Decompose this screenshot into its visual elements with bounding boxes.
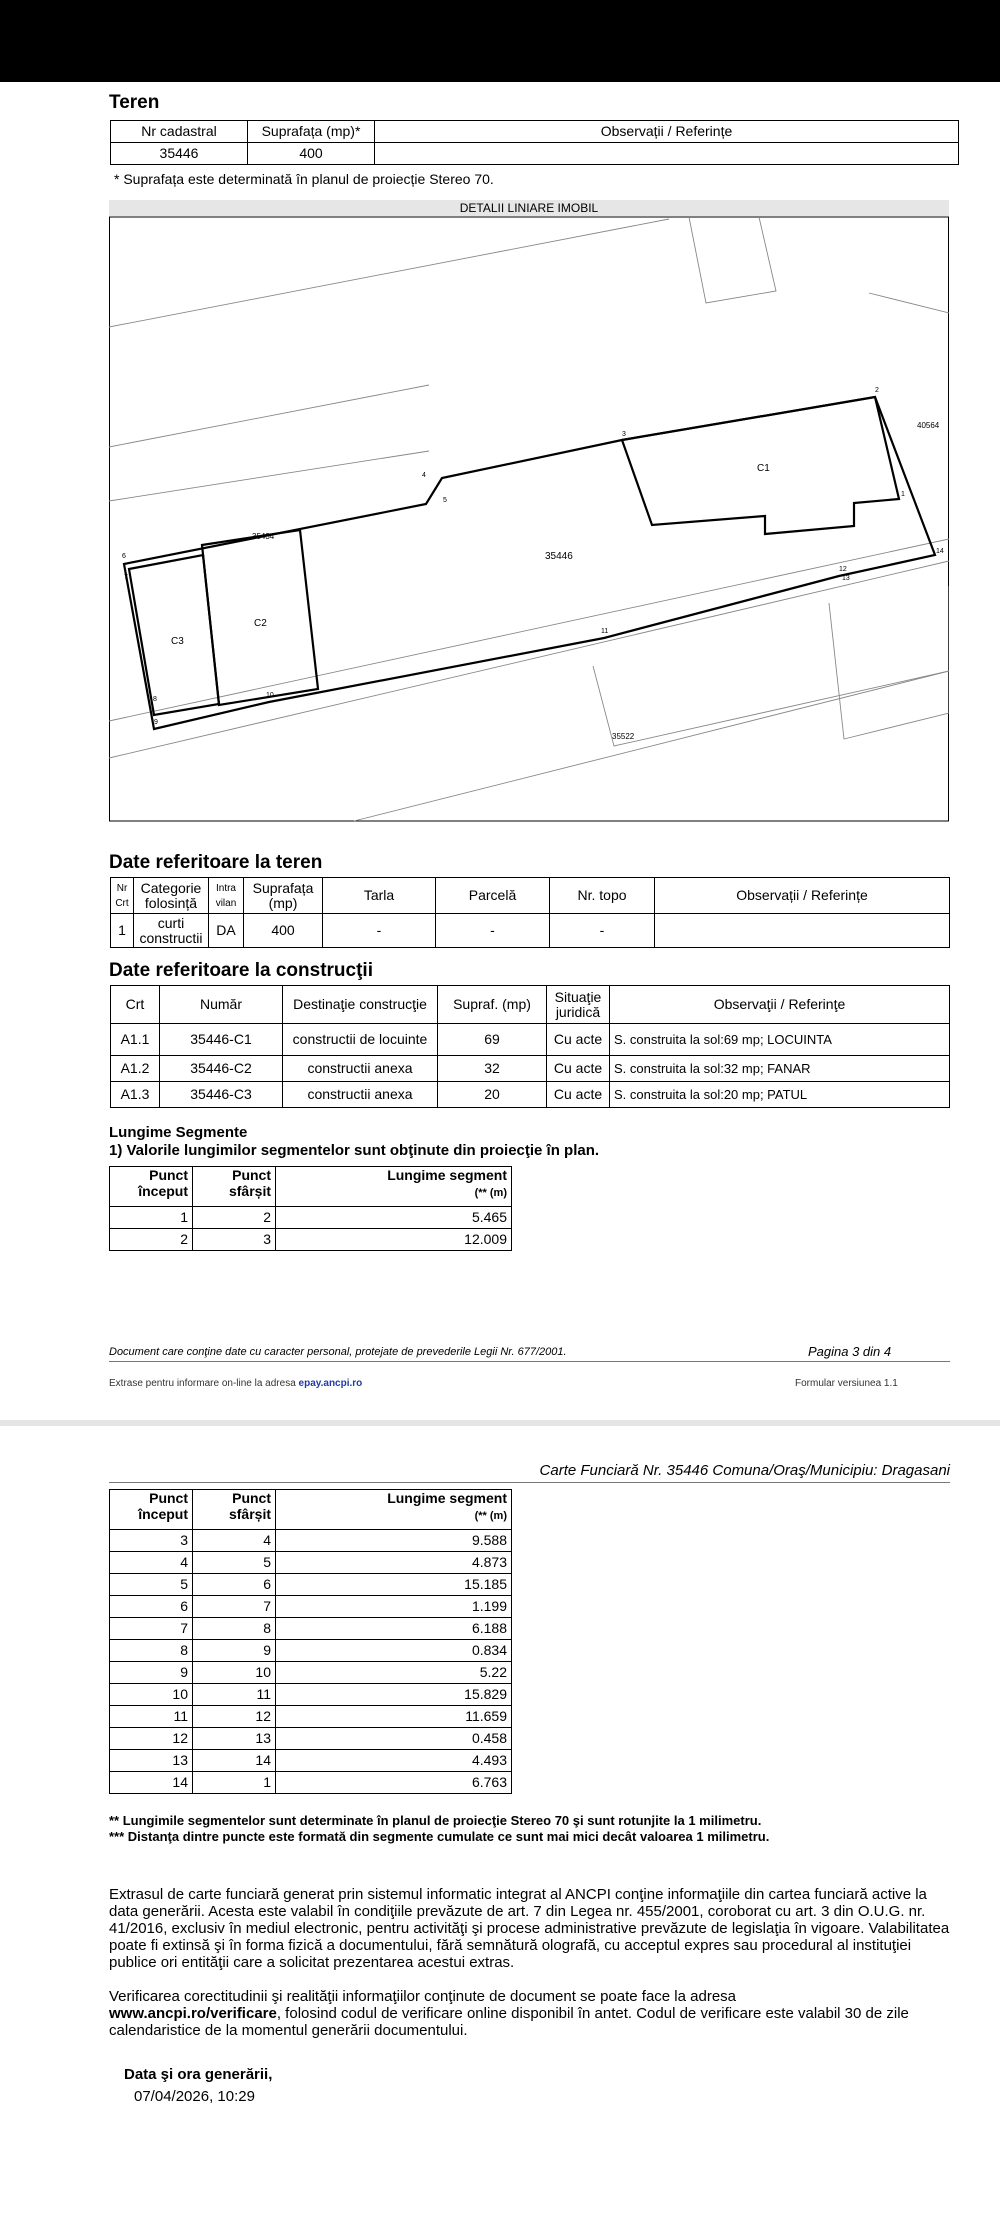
cell-punct-inceput: 6 [110,1596,193,1618]
page-separator [0,1420,1000,1426]
cell-lungime: 15.829 [276,1684,512,1706]
cell-punct-sfarsit: 9 [193,1640,276,1662]
cell-crt: A1.1 [111,1024,160,1056]
cell-punct-inceput: 7 [110,1618,193,1640]
cell-punct-inceput: 3 [110,1530,193,1552]
neighbour-line [109,385,429,447]
label-neighbour-35522: 35522 [612,732,635,741]
cell-nr-crt: 1 [111,914,134,948]
segmente-table-page3 [109,1166,512,1251]
table-row [111,1024,950,1056]
label-neighbour-40564: 40564 [917,421,940,430]
cell-punct-sfarsit: 4 [193,1530,276,1552]
cell-numar: 35446-C2 [160,1056,283,1082]
cell-lungime: 6.188 [276,1618,512,1640]
point-label: 3 [622,431,626,438]
top-bar [0,0,1000,82]
cell-numar: 35446-C1 [160,1024,283,1056]
plan-frame [110,217,949,821]
footer-extras: Extrase pentru informare on-line la adresa epay.ancpi.ro [109,1378,363,1389]
cell-parcela: - [436,914,550,948]
cell-punct-sfarsit: 13 [193,1728,276,1750]
table-row [110,1596,512,1618]
header-parcela: Parcelă [436,878,550,914]
cell-observatii: S. construita la sol:32 mp; FANAR [610,1056,950,1082]
table-row [111,1082,950,1108]
cell-punct-sfarsit: 2 [193,1207,276,1229]
cell-punct-inceput: 9 [110,1662,193,1684]
header-destinatie: Destinaţie construcţie [283,986,438,1024]
cell-destinatie: constructii de locuinte [283,1024,438,1056]
neighbour-line [109,451,429,501]
generation-date-label: Data şi ora generării, [124,2066,273,2083]
header-suprafata: Suprafața (mp) [244,878,323,914]
cell-destinatie: constructii anexa [283,1056,438,1082]
cell-suprafata: 400 [248,143,375,165]
cell-punct-inceput: 14 [110,1772,193,1794]
cell-lungime: 15.185 [276,1574,512,1596]
cell-supraf: 69 [438,1024,547,1056]
header-crt: Crt [111,986,160,1024]
cell-situatie: Cu acte [547,1056,610,1082]
cell-lungime: 11.659 [276,1706,512,1728]
cell-lungime: 4.873 [276,1552,512,1574]
table-row [110,1574,512,1596]
table-row [110,1772,512,1794]
table-row [110,1706,512,1728]
section-title-date-teren: Date referitoare la teren [109,852,323,873]
neighbour-line [354,671,949,821]
cell-lungime: 1.199 [276,1596,512,1618]
footer-divider [109,1361,950,1362]
header-nr-topo: Nr. topo [550,878,655,914]
point-label: 7 [124,574,128,581]
header-situatie: Situaţie juridică [547,986,610,1024]
cell-lungime: 4.493 [276,1750,512,1772]
table-row [111,1056,950,1082]
cell-destinatie: constructii anexa [283,1082,438,1108]
footer-personal-data: Document care conţine date cu caracter personal, protejate de prevederile Legii Nr. 677/2001. [109,1346,567,1358]
cell-crt: A1.3 [111,1082,160,1108]
point-label: 11 [601,628,609,635]
header-observatii: Observații / Referințe [655,878,950,914]
table-row [110,1552,512,1574]
cell-tarla: - [323,914,436,948]
cell-punct-inceput: 13 [110,1750,193,1772]
point-label: 2 [875,387,879,394]
header-observatii: Observaţii / Referinţe [610,986,950,1024]
cell-situatie: Cu acte [547,1082,610,1108]
cell-lungime: 6.763 [276,1772,512,1794]
header-supraf: Supraf. (mp) [438,986,547,1024]
page4-header: Carte Funciară Nr. 35446 Comuna/Oraş/Municipiu: Dragasani [539,1462,950,1479]
header-numar: Număr [160,986,283,1024]
cell-lungime: 0.834 [276,1640,512,1662]
cell-punct-sfarsit: 3 [193,1229,276,1251]
cell-punct-inceput: 11 [110,1706,193,1728]
cell-punct-sfarsit: 8 [193,1618,276,1640]
neighbour-line [869,293,949,313]
generation-date-value: 07/04/2026, 10:29 [134,2088,255,2105]
cell-lungime: 12.009 [276,1229,512,1251]
cell-punct-sfarsit: 7 [193,1596,276,1618]
header-suprafata: Suprafața (mp)* [248,121,375,143]
header-lungime: Lungime segment (** (m) [276,1490,512,1530]
point-label: 14 [936,548,944,555]
cell-categorie: curti constructii [134,914,209,948]
cell-punct-inceput: 1 [110,1207,193,1229]
parcel-outline [124,397,935,729]
header-tarla: Tarla [323,878,436,914]
table-row [110,1207,512,1229]
cell-suprafata: 400 [244,914,323,948]
cell-situatie: Cu acte [547,1024,610,1056]
segmente-subtitle: 1) Valorile lungimilor segmentelor sunt obţinute din proiecţie în plan. [109,1142,600,1159]
label-neighbour-35434: 35434 [252,532,275,541]
cell-supraf: 32 [438,1056,547,1082]
header-punct-inceput: Punct început [110,1490,193,1530]
point-label: 12 [839,566,847,573]
table-row [110,1728,512,1750]
section-title-date-constructii: Date referitoare la construcţii [109,960,373,981]
cell-observatii [655,914,950,948]
neighbour-line [109,561,949,758]
plan-drawing [109,201,949,822]
header-punct-inceput: Punct început [110,1167,193,1207]
teren-table [110,120,959,165]
cell-punct-sfarsit: 12 [193,1706,276,1728]
cell-punct-sfarsit: 5 [193,1552,276,1574]
label-c2: C2 [254,618,267,629]
date-teren-table [110,877,950,948]
cell-crt: A1.2 [111,1056,160,1082]
cell-nr-cadastral: 35446 [111,143,248,165]
header-intravilan: Intra vilan [209,878,244,914]
cell-punct-inceput: 12 [110,1728,193,1750]
header-categorie: Categorie folosință [134,878,209,914]
closing-paragraph-1: Extrasul de carte funciară generat prin sistemul informatic integrat al ANCPI conţine informaţiile din cartea funciară active la data generării. Acesta este valabil în condiţiile prevăzute de art. 7 din Legea nr. 455/2001, coroborat cu art. 3 din O.U.G. nr. 41/2016, exclusiv în mediul electronic, pentru activităţi şi procese administrative prevăzute de legislaţia în vigoare. Valabilitatea poate fi extinsă şi în forma fizică a documentului, fără semnătură olografă, cu acceptul expres sau procedural al instituţiei publice ori entităţii care a solicitat prezentarea acestui extras. [109,1886,950,1971]
table-row [110,1229,512,1251]
header-lungime: Lungime segment (** (m) [276,1167,512,1207]
table-row [110,1640,512,1662]
label-c3: C3 [171,636,184,647]
point-label: 8 [153,696,157,703]
point-label: 10 [266,692,274,699]
label-c1: C1 [757,463,770,474]
point-label: 1 [901,491,905,498]
cell-supraf: 20 [438,1082,547,1108]
cell-punct-sfarsit: 14 [193,1750,276,1772]
footer-version: Formular versiunea 1.1 [795,1378,898,1389]
neighbour-line [109,219,669,327]
point-label: 4 [422,472,426,479]
label-parcel: 35446 [545,551,573,562]
neighbour-line [109,539,949,721]
cell-punct-sfarsit: 1 [193,1772,276,1794]
closing-paragraph-2: Verificarea corectitudinii şi realităţii informaţiilor conţinute de document se poate face la adresa www.ancpi.ro/verificare, folosind codul de verificare online disponibil în antet. Codul de verificare este valabil 30 de zile calendaristice de la momentul generării documentului. [109,1988,909,2039]
cell-observatii [375,143,959,165]
section-title-teren: Teren [109,92,160,113]
footer-page-number: Pagina 3 din 4 [808,1344,892,1359]
cell-punct-sfarsit: 6 [193,1574,276,1596]
header-nr-cadastral: Nr cadastral [111,121,248,143]
footer-extras-link[interactable]: epay.ancpi.ro [298,1378,363,1389]
point-label: 13 [842,575,850,582]
segmente-note-1: ** Lungimile segmentelor sunt determinate în planul de proiecţie Stereo 70 şi sunt rotunjite la 1 milimetru. [109,1813,762,1828]
cell-lungime: 9.588 [276,1530,512,1552]
point-label: 5 [443,497,447,504]
cell-nr-topo: - [550,914,655,948]
cell-intravilan: DA [209,914,244,948]
header-observatii: Observații / Referințe [375,121,959,143]
teren-note: * Suprafața este determinată în planul de proiecție Stereo 70. [114,171,494,187]
page4-header-divider [109,1482,950,1483]
cell-punct-inceput: 8 [110,1640,193,1662]
cell-punct-inceput: 2 [110,1229,193,1251]
header-punct-sfarsit: Punct sfârșit [193,1490,276,1530]
cell-punct-inceput: 10 [110,1684,193,1706]
cell-punct-sfarsit: 11 [193,1684,276,1706]
point-label: 6 [122,553,126,560]
cell-numar: 35446-C3 [160,1082,283,1108]
cell-observatii: S. construita la sol:69 mp; LOCUINTA [610,1024,950,1056]
verification-link[interactable]: www.ancpi.ro/verificare [109,2005,277,2022]
segmente-note-2: *** Distanţa dintre puncte este formată din segmente cumulate ce sunt mai mici decât valoarea 1 milimetru. [109,1829,770,1844]
plan-title: DETALII LINIARE IMOBIL [109,200,949,216]
cell-punct-inceput: 5 [110,1574,193,1596]
cell-observatii: S. construita la sol:20 mp; PATUL [610,1082,950,1108]
neighbour-parcel [593,666,949,746]
table-row [110,1662,512,1684]
table-row [110,1530,512,1552]
table-row [110,1618,512,1640]
table-row [110,1684,512,1706]
header-nr-crt: Nr Crt [111,878,134,914]
cell-punct-sfarsit: 10 [193,1662,276,1684]
cell-lungime: 0.458 [276,1728,512,1750]
neighbour-parcel [689,217,776,303]
cell-lungime: 5.22 [276,1662,512,1684]
building-c3 [129,555,219,715]
segmente-table-page4 [109,1489,512,1794]
header-punct-sfarsit: Punct sfârșit [193,1167,276,1207]
cell-punct-inceput: 4 [110,1552,193,1574]
table-row [110,1750,512,1772]
point-label: 9 [154,719,158,726]
date-constructii-table [110,985,950,1108]
cell-lungime: 5.465 [276,1207,512,1229]
segmente-title: Lungime Segmente [109,1124,248,1141]
neighbour-parcel [829,586,949,739]
